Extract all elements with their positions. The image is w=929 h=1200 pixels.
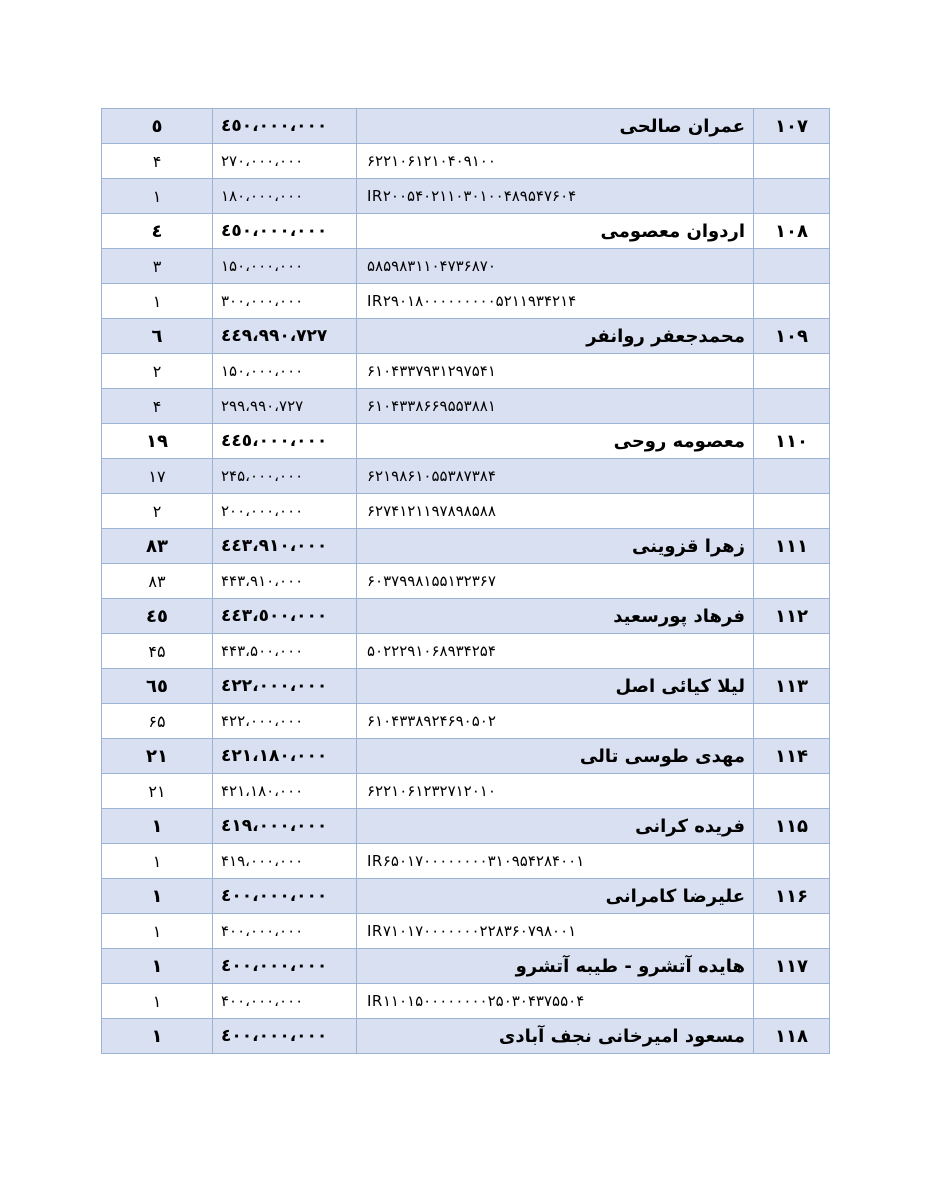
account-row [102, 914, 830, 949]
account-row [102, 704, 830, 739]
account-amount: ۲۴۵،۰۰۰،۰۰۰ [213, 459, 357, 494]
group-header-row [102, 1019, 830, 1054]
account-amount: ۳۰۰،۰۰۰،۰۰۰ [213, 284, 357, 319]
account-number: ۶۱۰۴۳۳۷۹۳۱۲۹۷۵۴۱ [357, 354, 754, 389]
group-count: ١ [102, 809, 213, 844]
account-number: IR۲۹۰۱۸۰۰۰۰۰۰۰۰۰۵۲۱۱۹۳۴۲۱۴ [357, 284, 754, 319]
person-name: فریده کرانی [357, 809, 754, 844]
empty-cell [754, 249, 830, 284]
group-count: ١٩ [102, 424, 213, 459]
group-count: ٤٥ [102, 599, 213, 634]
account-amount: ۲۷۰،۰۰۰،۰۰۰ [213, 144, 357, 179]
person-name: معصومه روحی [357, 424, 754, 459]
group-total: ٤٢٢،٠٠٠،٠٠٠ [213, 669, 357, 704]
account-number: ۶۲۷۴۱۲۱۱۹۷۸۹۸۵۸۸ [357, 494, 754, 529]
account-amount: ۴۱۹،۰۰۰،۰۰۰ [213, 844, 357, 879]
group-count: ٤ [102, 214, 213, 249]
account-amount: ۴۴۳،۹۱۰،۰۰۰ [213, 564, 357, 599]
account-row [102, 564, 830, 599]
group-header-row [102, 669, 830, 704]
account-count: ۱ [102, 844, 213, 879]
group-total: ٤٤٥،٠٠٠،٠٠٠ [213, 424, 357, 459]
row-number: ۱۱۷ [754, 949, 830, 984]
person-name: زهرا قزوینی [357, 529, 754, 564]
account-row [102, 249, 830, 284]
account-number: ۶۲۱۹۸۶۱۰۵۵۳۸۷۳۸۴ [357, 459, 754, 494]
group-count: ٢١ [102, 739, 213, 774]
group-count: ٦ [102, 319, 213, 354]
group-total: ٤٠٠،٠٠٠،٠٠٠ [213, 949, 357, 984]
group-header-row [102, 319, 830, 354]
account-count: ۱ [102, 284, 213, 319]
account-count: ۴۵ [102, 634, 213, 669]
account-count: ۴ [102, 389, 213, 424]
account-row [102, 179, 830, 214]
person-name: عمران صالحی [357, 109, 754, 144]
empty-cell [754, 564, 830, 599]
account-count: ۱ [102, 179, 213, 214]
account-number: IR۲۰۰۵۴۰۲۱۱۰۳۰۱۰۰۴۸۹۵۴۷۶۰۴ [357, 179, 754, 214]
account-number: ۶۰۳۷۹۹۸۱۵۵۱۳۲۳۶۷ [357, 564, 754, 599]
account-row [102, 389, 830, 424]
account-row [102, 774, 830, 809]
group-total: ٤٠٠،٠٠٠،٠٠٠ [213, 1019, 357, 1054]
account-count: ۱۷ [102, 459, 213, 494]
account-row [102, 284, 830, 319]
account-amount: ۲۰۰،۰۰۰،۰۰۰ [213, 494, 357, 529]
account-row [102, 459, 830, 494]
person-name: لیلا کیائی اصل [357, 669, 754, 704]
empty-cell [754, 389, 830, 424]
row-number: ۱۱۱ [754, 529, 830, 564]
account-number: ۵۰۲۲۲۹۱۰۶۸۹۳۴۲۵۴ [357, 634, 754, 669]
empty-cell [754, 494, 830, 529]
account-row [102, 844, 830, 879]
account-count: ۴ [102, 144, 213, 179]
ledger-table [101, 108, 830, 1054]
account-row [102, 144, 830, 179]
group-header-row [102, 809, 830, 844]
group-header-row [102, 599, 830, 634]
row-number: ۱۱۵ [754, 809, 830, 844]
empty-cell [754, 284, 830, 319]
empty-cell [754, 704, 830, 739]
account-number: ۶۱۰۴۳۳۸۹۲۴۶۹۰۵۰۲ [357, 704, 754, 739]
account-amount: ۴۲۲،۰۰۰،۰۰۰ [213, 704, 357, 739]
group-header-row [102, 949, 830, 984]
account-count: ۸۳ [102, 564, 213, 599]
account-amount: ۲۹۹،۹۹۰،۷۲۷ [213, 389, 357, 424]
group-count: ٨٣ [102, 529, 213, 564]
empty-cell [754, 179, 830, 214]
group-total: ٤٤٩،٩٩٠،٧٢٧ [213, 319, 357, 354]
account-row [102, 984, 830, 1019]
row-number: ۱۱۸ [754, 1019, 830, 1054]
group-total: ٤٤٣،٥٠٠،٠٠٠ [213, 599, 357, 634]
person-name: هایده آتشرو - طیبه آتشرو [357, 949, 754, 984]
empty-cell [754, 844, 830, 879]
account-number: IR۷۱۰۱۷۰۰۰۰۰۰۰۲۲۸۳۶۰۷۹۸۰۰۱ [357, 914, 754, 949]
account-number: ۶۱۰۴۳۳۸۶۶۹۵۵۳۸۸۱ [357, 389, 754, 424]
account-amount: ۴۰۰،۰۰۰،۰۰۰ [213, 984, 357, 1019]
account-amount: ۴۰۰،۰۰۰،۰۰۰ [213, 914, 357, 949]
account-row [102, 494, 830, 529]
account-number: ۵۸۵۹۸۳۱۱۰۴۷۳۶۸۷۰ [357, 249, 754, 284]
group-count: ١ [102, 879, 213, 914]
account-row [102, 634, 830, 669]
account-number: IR۱۱۰۱۵۰۰۰۰۰۰۰۰۲۵۰۳۰۴۳۷۵۵۰۴ [357, 984, 754, 1019]
empty-cell [754, 774, 830, 809]
empty-cell [754, 634, 830, 669]
group-header-row [102, 739, 830, 774]
person-name: علیرضا کامرانی [357, 879, 754, 914]
group-count: ١ [102, 1019, 213, 1054]
account-count: ۶۵ [102, 704, 213, 739]
person-name: مهدی طوسی تالی [357, 739, 754, 774]
account-amount: ۱۵۰،۰۰۰،۰۰۰ [213, 249, 357, 284]
account-count: ۱ [102, 914, 213, 949]
empty-cell [754, 144, 830, 179]
empty-cell [754, 914, 830, 949]
row-number: ۱۱۳ [754, 669, 830, 704]
group-count: ٦٥ [102, 669, 213, 704]
account-count: ۲ [102, 354, 213, 389]
group-header-row [102, 529, 830, 564]
account-amount: ۴۴۳،۵۰۰،۰۰۰ [213, 634, 357, 669]
ledger-body [102, 109, 830, 1054]
empty-cell [754, 984, 830, 1019]
account-amount: ۱۸۰،۰۰۰،۰۰۰ [213, 179, 357, 214]
row-number: ۱۱۲ [754, 599, 830, 634]
row-number: ۱۰۹ [754, 319, 830, 354]
account-count: ۲۱ [102, 774, 213, 809]
account-number: ۶۲۲۱۰۶۱۲۳۲۷۱۲۰۱۰ [357, 774, 754, 809]
account-row [102, 354, 830, 389]
row-number: ۱۱۴ [754, 739, 830, 774]
group-total: ٤١٩،٠٠٠،٠٠٠ [213, 809, 357, 844]
empty-cell [754, 354, 830, 389]
row-number: ۱۱۰ [754, 424, 830, 459]
person-name: محمدجعفر روانفر [357, 319, 754, 354]
person-name: اردوان معصومی [357, 214, 754, 249]
account-amount: ۴۲۱،۱۸۰،۰۰۰ [213, 774, 357, 809]
group-header-row [102, 424, 830, 459]
group-total: ٤٢١،١٨٠،٠٠٠ [213, 739, 357, 774]
group-total: ٤٥٠،٠٠٠،٠٠٠ [213, 214, 357, 249]
row-number: ۱۰۷ [754, 109, 830, 144]
empty-cell [754, 459, 830, 494]
group-count: ٥ [102, 109, 213, 144]
group-header-row [102, 879, 830, 914]
group-header-row [102, 214, 830, 249]
account-number: ۶۲۲۱۰۶۱۲۱۰۴۰۹۱۰۰ [357, 144, 754, 179]
row-number: ۱۰۸ [754, 214, 830, 249]
row-number: ۱۱۶ [754, 879, 830, 914]
account-count: ۱ [102, 984, 213, 1019]
account-amount: ۱۵۰،۰۰۰،۰۰۰ [213, 354, 357, 389]
account-count: ۲ [102, 494, 213, 529]
account-count: ۳ [102, 249, 213, 284]
group-total: ٤٥٠،٠٠٠،٠٠٠ [213, 109, 357, 144]
group-total: ٤٤٣،٩١٠،٠٠٠ [213, 529, 357, 564]
account-number: IR۶۵۰۱۷۰۰۰۰۰۰۰۰۳۱۰۹۵۴۲۸۴۰۰۱ [357, 844, 754, 879]
person-name: مسعود امیرخانی نجف آبادی [357, 1019, 754, 1054]
group-total: ٤٠٠،٠٠٠،٠٠٠ [213, 879, 357, 914]
group-header-row [102, 109, 830, 144]
person-name: فرهاد پورسعید [357, 599, 754, 634]
group-count: ١ [102, 949, 213, 984]
